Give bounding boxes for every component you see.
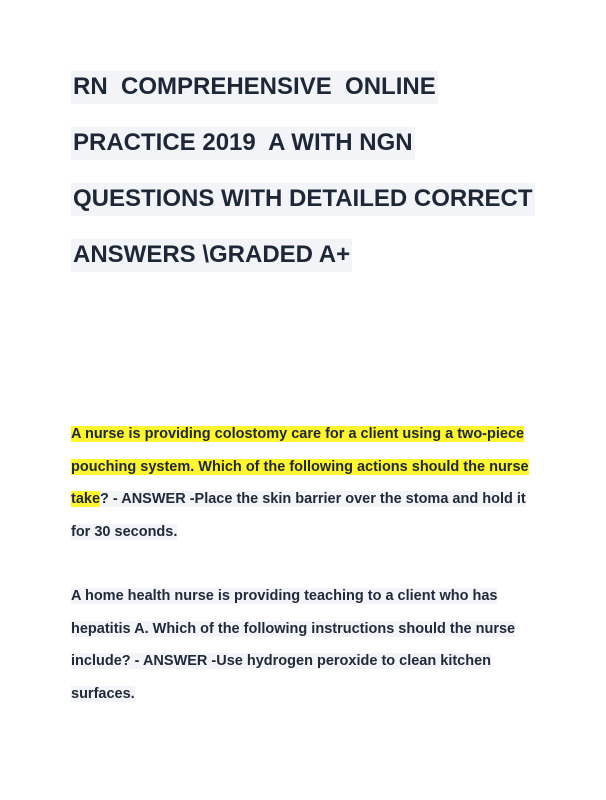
document-title — [71, 66, 551, 290]
title-line-3: QUESTIONS WITH DETAILED CORRECT — [71, 183, 535, 216]
title-line-2: PRACTICE 2019 A WITH NGN — [71, 127, 415, 160]
question-answer-text: ? - ANSWER -Place the skin barrier over the stoma and hold it for 30 seconds. — [71, 491, 526, 540]
qa-item-colostomy — [71, 418, 541, 548]
qa-item-hepatitis — [71, 580, 541, 710]
title-line-4: ANSWERS \GRADED A+ — [71, 239, 352, 272]
highlighted-question: A nurse is providing colostomy care for a client using a two-piece pouching system. Which of the following actions should the nurse take — [71, 426, 529, 507]
title-line-1: RN COMPREHENSIVE ONLINE — [71, 71, 438, 104]
question-answer-text: A home health nurse is providing teaching to a client who has hepatitis A. Which of the following instructions should the nurse include? - ANSWER -Use hydrogen peroxide to clean kitchen surfaces. — [71, 588, 516, 702]
